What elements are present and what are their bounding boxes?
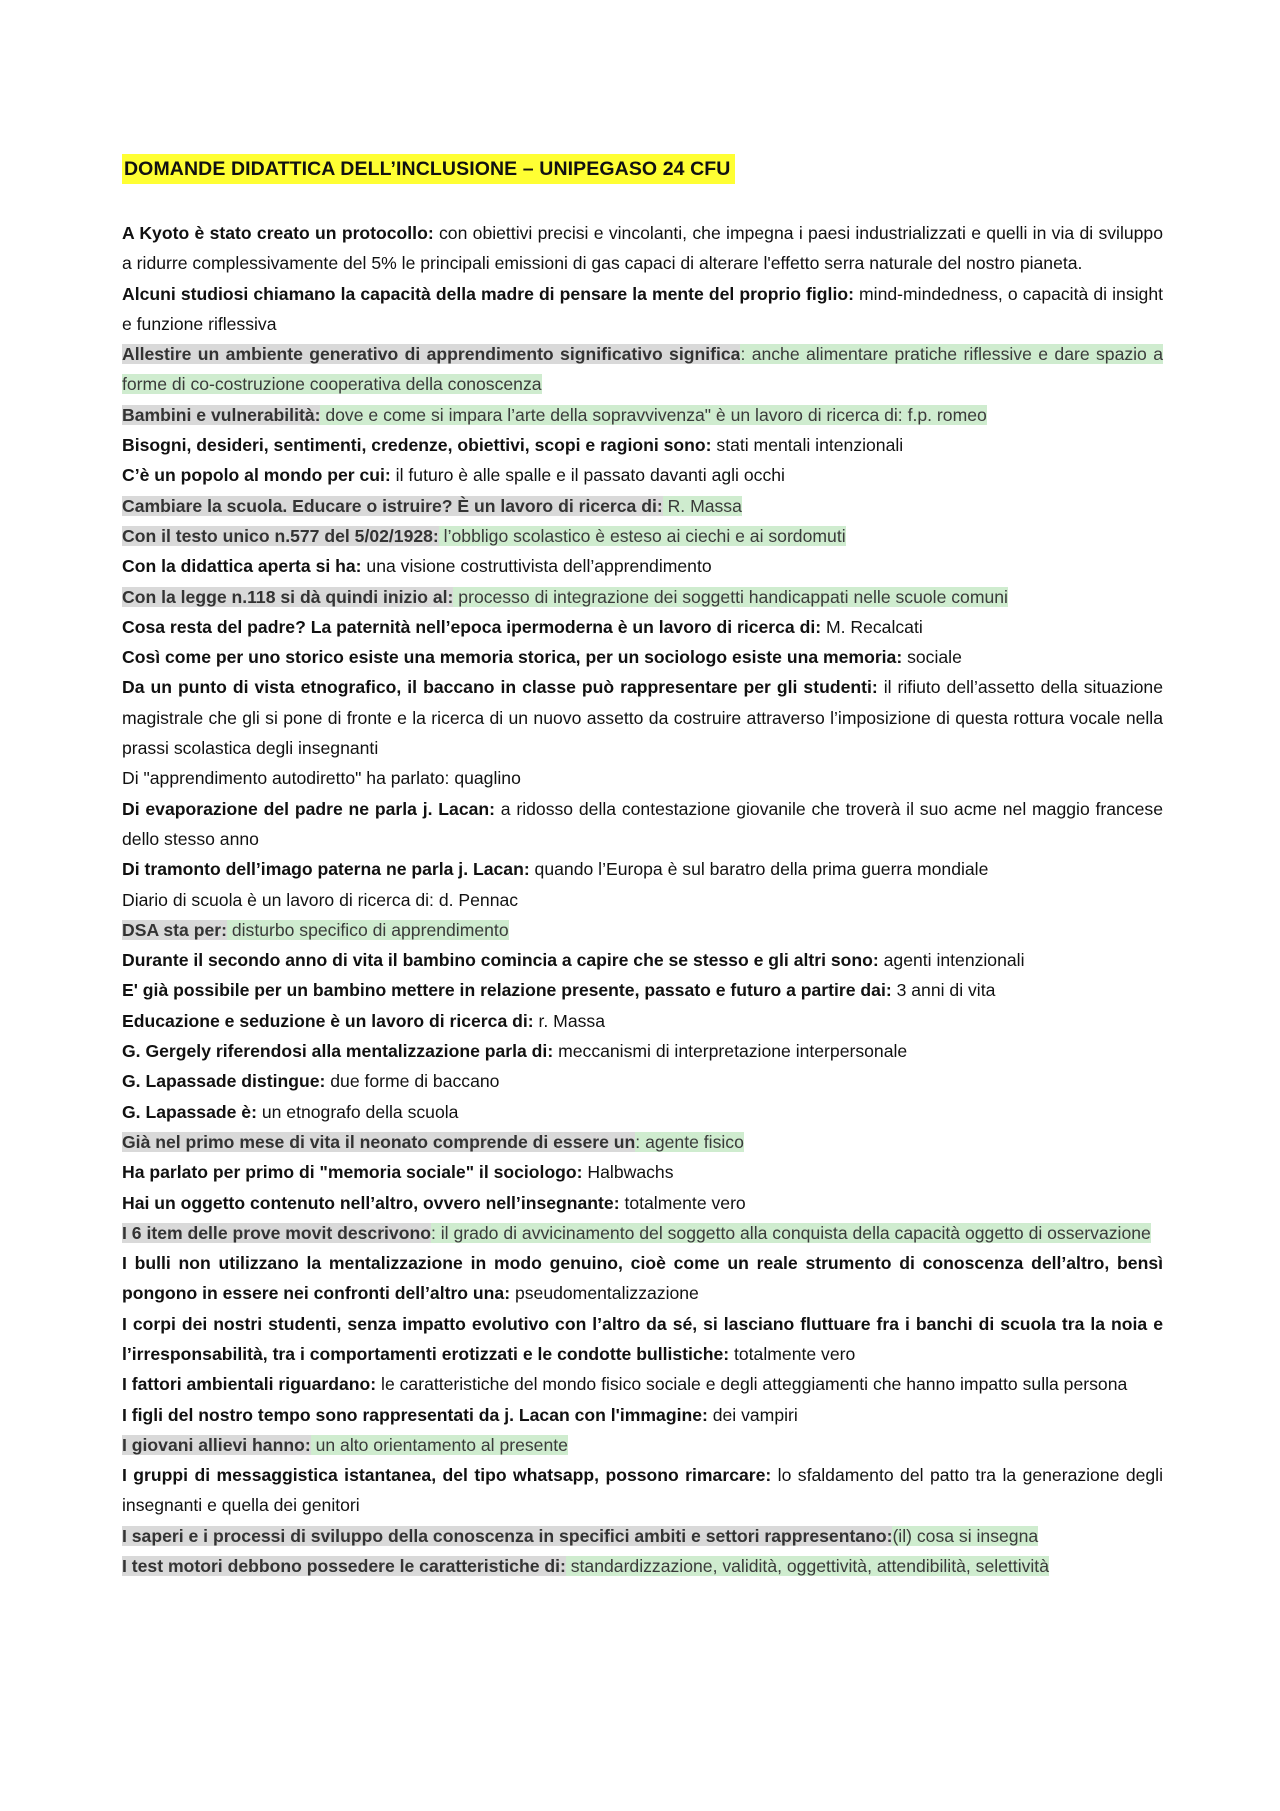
- entry-question: I test motori debbono possedere le caratteristiche di:: [122, 1556, 566, 1577]
- entry-baccano-etnografico: [122, 672, 1163, 763]
- entry-halbwachs: [122, 1157, 1163, 1187]
- entry-bisogni: [122, 430, 1163, 460]
- entry-question: E' già possibile per un bambino mettere in relazione presente, passato e futuro a partire dai:: [122, 980, 892, 1001]
- entry-lapassade-etnografo: [122, 1097, 1163, 1127]
- entry-dsa: [122, 915, 1163, 945]
- entry-answer: 3 anni di vita: [891, 980, 996, 1001]
- entry-popolo: [122, 460, 1163, 490]
- entry-answer: totalmente vero: [729, 1343, 856, 1364]
- entry-answer: con obiettivi precisi e vincolanti, che impegna i paesi industrializzati e quelli in via di sviluppo a ridurre complessivamente del 5% le principali emissioni di gas capaci di alterare l'effetto serra naturale del nostro pianeta.: [122, 223, 1163, 274]
- entry-answer: pseudomentalizzazione: [510, 1283, 699, 1304]
- entry-answer: un alto orientamento al presente: [310, 1434, 568, 1455]
- entry-gergely: [122, 1036, 1163, 1066]
- entry-answer: mind-mindedness, o capacità di insight e funzione riflessiva: [122, 283, 1163, 334]
- entry-question: Alcuni studiosi chiamano la capacità della madre di pensare la mente del proprio figlio:: [122, 283, 854, 304]
- entry-answer: : anche alimentare pratiche riflessive e dare spazio a forme di co-costruzione cooperativa della conoscenza: [122, 344, 1163, 395]
- entry-answer: sociale: [902, 647, 962, 668]
- title-wrap: [122, 154, 735, 184]
- entry-giovani-allievi: [122, 1430, 1163, 1460]
- entry-evaporazione-padre: [122, 794, 1163, 855]
- entry-secondo-anno: [122, 945, 1163, 975]
- entry-answer: d. Pennac: [433, 889, 519, 910]
- entry-answer: stati mentali intenzionali: [711, 435, 904, 456]
- entry-question: I 6 item delle prove movit descrivono: [122, 1222, 431, 1243]
- entry-lapassade-distingue: [122, 1066, 1163, 1096]
- question-list: [122, 218, 1163, 1581]
- entry-cambiare-scuola: [122, 491, 1163, 521]
- entry-answer: quaglino: [449, 768, 521, 789]
- entry-mind-mindedness: [122, 279, 1163, 340]
- entry-presente-passato-futuro: [122, 975, 1163, 1005]
- entry-bulli: [122, 1248, 1163, 1309]
- entry-question: Diario di scuola è un lavoro di ricerca di:: [122, 889, 434, 910]
- entry-fattori-ambientali: [122, 1369, 1163, 1399]
- entry-whatsapp: [122, 1460, 1163, 1521]
- entry-question: A Kyoto è stato creato un protocollo:: [122, 223, 434, 243]
- entry-corpi-studenti: [122, 1309, 1163, 1370]
- entry-answer: due forme di baccano: [325, 1071, 500, 1092]
- entry-legge-118: [122, 582, 1163, 612]
- entry-answer: una visione costruttivista dell’apprendimento: [361, 556, 712, 577]
- entry-question: C’è un popolo al mondo per cui:: [122, 465, 391, 486]
- entry-question: Allestire un ambiente generativo di apprendimento significativo significa: [122, 344, 741, 365]
- entry-question: I giovani allievi hanno:: [122, 1434, 311, 1455]
- entry-answer: le caratteristiche del mondo fisico sociale e degli atteggiamenti che hanno impatto sulla persona: [376, 1374, 1128, 1395]
- entry-question: Bambini e vulnerabilità:: [122, 404, 321, 425]
- entry-question: Ha parlato per primo di "memoria sociale" il sociologo:: [122, 1162, 583, 1183]
- entry-question: DSA sta per:: [122, 919, 227, 940]
- entry-cosa-resta-padre: [122, 612, 1163, 642]
- entry-question: Educazione e seduzione è un lavoro di ricerca di:: [122, 1010, 534, 1031]
- entry-answer: : il grado di avvicinamento del soggetto alla conquista della capacità oggetto di osservazione: [430, 1222, 1151, 1243]
- entry-answer: il futuro è alle spalle e il passato davanti agli occhi: [390, 465, 785, 486]
- entry-answer: R. Massa: [662, 495, 742, 516]
- entry-figli-vampiri: [122, 1400, 1163, 1430]
- entry-answer: lo sfaldamento del patto tra la generazione degli insegnanti e quella dei genitori: [122, 1465, 1164, 1516]
- entry-ambiente-generativo: [122, 339, 1163, 400]
- entry-educazione-seduzione: [122, 1006, 1163, 1036]
- entry-question: Di "apprendimento autodiretto" ha parlato:: [122, 768, 450, 789]
- entry-answer: agenti intenzionali: [878, 950, 1025, 971]
- entry-answer: dove e come si impara l’arte della sopravvivenza" è un lavoro di ricerca di: f.p. romeo: [320, 404, 987, 425]
- entry-answer: (il) cosa si insegna: [892, 1525, 1039, 1546]
- entry-kyoto: [122, 218, 1163, 279]
- entry-answer: meccanismi di interpretazione interpersonale: [553, 1041, 908, 1062]
- entry-answer: l’obbligo scolastico è esteso ai ciechi e ai sordomuti: [438, 525, 846, 546]
- entry-question: Con la didattica aperta si ha:: [122, 556, 362, 577]
- entry-question: Bisogni, desideri, sentimenti, credenze, obiettivi, scopi e ragioni sono:: [122, 435, 712, 456]
- entry-oggetto-contenuto: [122, 1188, 1163, 1218]
- entry-bambini-vulnerabilita: [122, 400, 1163, 430]
- entry-question: I bulli non utilizzano la mentalizzazione in modo genuino, cioè come un reale strumento di conoscenza dell’altro, bensì pongono in essere nei confronti dell’altro una:: [122, 1253, 1163, 1304]
- entry-testo-unico: [122, 521, 1163, 551]
- entry-memoria-sociale: [122, 642, 1163, 672]
- entry-apprendimento-autodiretto: [122, 763, 1163, 793]
- entry-question: G. Lapassade distingue:: [122, 1071, 326, 1092]
- entry-test-motori: [122, 1551, 1163, 1581]
- entry-tramonto-imago: [122, 854, 1163, 884]
- entry-question: Con il testo unico n.577 del 5/02/1928:: [122, 525, 439, 546]
- entry-answer: standardizzazione, validità, oggettività, attendibilità, selettività: [565, 1556, 1049, 1577]
- entry-question: I corpi dei nostri studenti, senza impatto evolutivo con l’altro da sé, si lasciano fluttuare fra i banchi di scuola tra la noia e l’irresponsabilità, tra i comportamenti erotizzati e le condotte bullistiche:: [122, 1313, 1163, 1364]
- entry-question: Già nel primo mese di vita il neonato comprende di essere un: [122, 1131, 636, 1152]
- entry-didattica-aperta: [122, 551, 1163, 581]
- entry-answer: Halbwachs: [582, 1162, 674, 1183]
- entry-diario-scuola: [122, 885, 1163, 915]
- entry-question: Cambiare la scuola. Educare o istruire? È un lavoro di ricerca di:: [122, 495, 663, 516]
- entry-answer: il rifiuto dell’assetto della situazione magistrale che gli si pone di fronte e la ricerca di un nuovo assetto da costruire attraverso l’imposizione di questa rottura vocale nella prassi scolastica degli insegnanti: [122, 677, 1163, 759]
- entry-question: Di evaporazione del padre ne parla j. Lacan:: [122, 798, 495, 819]
- entry-prove-movit: [122, 1218, 1163, 1248]
- entry-question: G. Lapassade è:: [122, 1101, 257, 1122]
- entry-question: Hai un oggetto contenuto nell’altro, ovvero nell’insegnante:: [122, 1192, 620, 1213]
- entry-question: I saperi e i processi di sviluppo della conoscenza in specifici ambiti e settori rappresentano:: [122, 1525, 893, 1546]
- entry-answer: processo di integrazione dei soggetti handicappati nelle scuole comuni: [453, 586, 1008, 607]
- document-title: DOMANDE DIDATTICA DELL’INCLUSIONE – UNIPEGASO 24 CFU: [122, 154, 735, 184]
- entry-saperi: [122, 1521, 1163, 1551]
- entry-question: I fattori ambientali riguardano:: [122, 1374, 377, 1395]
- entry-answer: quando l’Europa è sul baratro della prima guerra mondiale: [529, 859, 989, 880]
- entry-answer: M. Recalcati: [821, 616, 923, 637]
- entry-answer: : agente fisico: [635, 1131, 744, 1152]
- entry-answer: dei vampiri: [707, 1404, 798, 1425]
- entry-answer: r. Massa: [533, 1010, 605, 1031]
- entry-question: Così come per uno storico esiste una memoria storica, per un sociologo esiste una memoria:: [122, 647, 903, 668]
- entry-answer: un etnografo della scuola: [256, 1101, 459, 1122]
- entry-primo-mese: [122, 1127, 1163, 1157]
- entry-answer: totalmente vero: [619, 1192, 746, 1213]
- entry-question: Da un punto di vista etnografico, il baccano in classe può rappresentare per gli studenti:: [122, 677, 878, 698]
- entry-answer: disturbo specifico di apprendimento: [226, 919, 509, 940]
- entry-question: Con la legge n.118 si dà quindi inizio al:: [122, 586, 454, 607]
- entry-answer: a ridosso della contestazione giovanile che troverà il suo acme nel maggio francese dello stesso anno: [122, 798, 1163, 849]
- entry-question: I gruppi di messaggistica istantanea, del tipo whatsapp, possono rimarcare:: [122, 1465, 772, 1486]
- entry-question: G. Gergely riferendosi alla mentalizzazione parla di:: [122, 1041, 554, 1062]
- entry-question: I figli del nostro tempo sono rappresentati da j. Lacan con l'immagine:: [122, 1404, 708, 1425]
- entry-question: Durante il secondo anno di vita il bambino comincia a capire che se stesso e gli altri sono:: [122, 950, 879, 971]
- entry-question: Di tramonto dell’imago paterna ne parla j. Lacan:: [122, 859, 530, 880]
- entry-question: Cosa resta del padre? La paternità nell’epoca ipermoderna è un lavoro di ricerca di:: [122, 616, 822, 637]
